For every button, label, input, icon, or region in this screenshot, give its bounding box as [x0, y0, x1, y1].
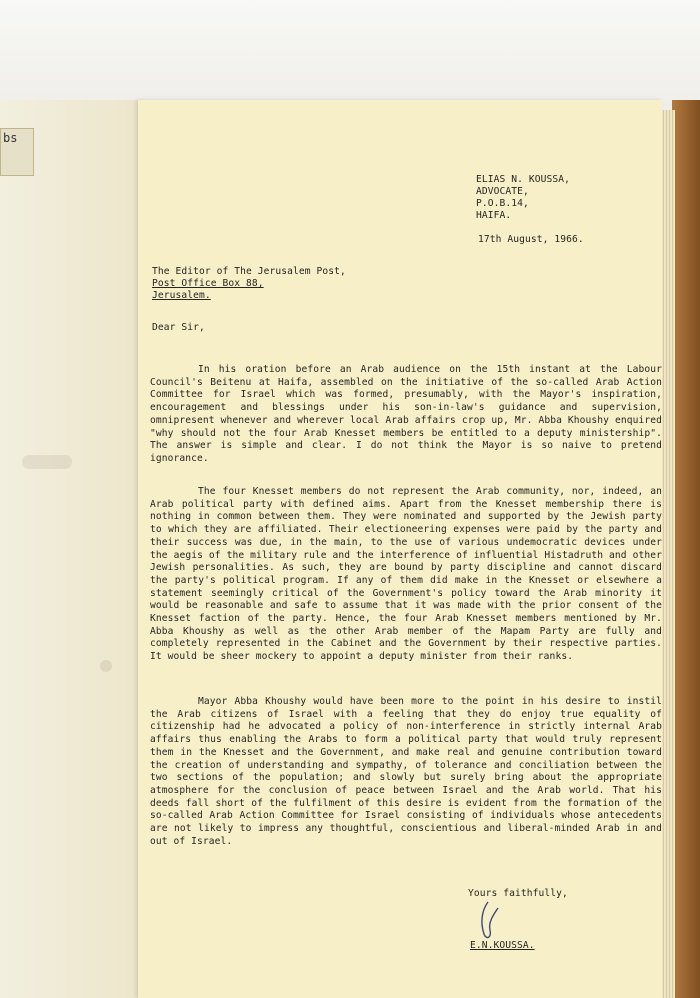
recipient-line-1: The Editor of The Jerusalem Post,: [152, 266, 346, 277]
sender-pobox: P.O.B.14,: [476, 198, 529, 209]
sender-title: ADVOCATE,: [476, 186, 529, 197]
paragraph-2-text: The four Knesset members do not represent the Arab community, nor, indeed, an Arab political party with defined aims. Apart from the Knesset membership there is nothing in common between them. They were nominated and supported by the Jewish party to which they are affiliated. Their electioneering expenses were paid by the party and their success was due, in the main, to the use of various undemocratic devices under the aegis of the military rule and the interference of influential Histadruth and other Jewish personalities. As such, they are bound by party discipline and cannot discard the party's political program. If any of them did make in the Knesset or elsewhere a statement seemingly critical of the Government's policy toward the Arab minority it would be reasonable and safe to assume that it was made with the prior consent of the Knesset faction of the party. Hence, the four Arab Knesset members mentioned by Mr. Abba Khoushy as well as the other Arab member of the Mapam Party are fully and completely represented in the Cabinet and the Government by their respective parties. It would be sheer mockery to appoint a deputy minister from their ranks.: [150, 486, 662, 663]
paragraph-1-text: In his oration before an Arab audience on the 15th instant at the Labour Council's Beitenu at Haifa, assembled on the initiative of the so-called Arab Action Committee for Israel which was formed, presumably, with the Mayor's inspiration, encouragement and blessings under his son-in-law's guidance and supervision, omnipresent whenever and wherever local Arab affairs crop up, Mr. Abba Khoushy enquired "why should not the four Arab Knesset members be entitled to a deputy ministership". The answer is simple and clear. I do not think the Mayor is so naive to pretend ignorance.: [150, 364, 662, 464]
letter-sheet: [138, 100, 662, 998]
paragraph-1: [150, 364, 662, 466]
paragraph-3: [150, 696, 662, 848]
recipient-line-3: Jerusalem.: [152, 290, 211, 301]
salutation: Dear Sir,: [152, 322, 205, 333]
sender-city: HAIFA.: [476, 210, 512, 221]
recipient-line-2: Post Office Box 88,: [152, 278, 264, 289]
signature-name: E.N.KOUSSA.: [470, 940, 535, 951]
signature-scribble: [474, 900, 504, 942]
clipped-note: bs: [0, 128, 34, 176]
letter-date: 17th August, 1966.: [478, 234, 584, 245]
recipient-address: [152, 266, 346, 302]
sender-name: ELIAS N. KOUSSA,: [476, 174, 571, 185]
closing: Yours faithfully,: [468, 888, 568, 899]
paragraph-3-text: Mayor Abba Khoushy would have been more to the point in his desire to instil the Arab citizens of Israel with a feeling that they do enjoy true equality of citizenship had he advocated a policy of non-interference in strictly internal Arab affairs thus enabling the Arabs to form a political party that would truly represent them in the Knesset and the Government, and make real and genuine contribution toward the creation of understanding and sympathy, of tolerance and conciliation between the two sections of the population; and slowly but surely bring about the appropriate atmosphere for the conclusion of peace between Israel and the Arab world. That his deeds fall short of the fulfilment of this desire is evident from the formation of the so-called Arab Action Committee for Israel consisting of individuals whose antecedents are not likely to impress any thoughtful, conscientious and liberal-minded Arab in and out of Israel.: [150, 696, 662, 847]
paragraph-2: [150, 486, 662, 664]
letter-body: [138, 100, 662, 998]
binder-spine: [672, 100, 700, 998]
backdrop: [0, 0, 700, 110]
underlying-page: [0, 100, 151, 998]
bleed-through-mark: [22, 455, 72, 469]
sender-address: [476, 174, 636, 222]
punch-hole-shadow: [100, 660, 112, 672]
